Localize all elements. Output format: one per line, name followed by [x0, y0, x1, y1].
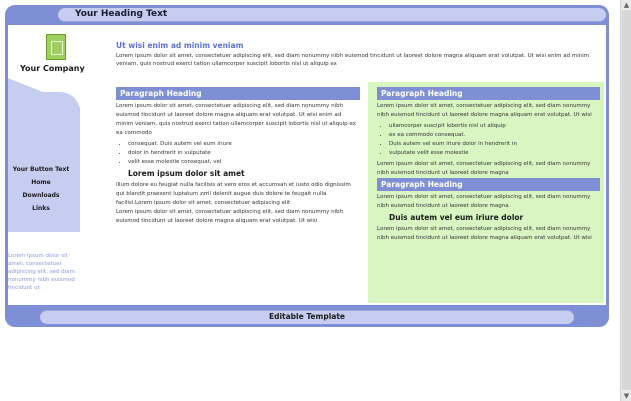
page-heading: Your Heading Text	[75, 9, 168, 19]
left-subheading: Lorem ipsum dolor sit amet	[128, 169, 245, 178]
sidebar-nav	[10, 166, 72, 218]
right-subheading: Duis autem vel eum iriure dolor	[389, 213, 524, 222]
right-paragraph-heading-1: Paragraph Heading	[377, 87, 600, 100]
right-paragraph-heading-2: Paragraph Heading	[377, 178, 600, 191]
list-item: • vulputate velit esse molestie	[389, 149, 600, 158]
left-bullet-list	[116, 140, 360, 167]
right-paragraph-4: Lorem ipsum dolor sit amet, consectetuer adipiscing elit, sed diam nonummy nibh euismod tincidunt ut laoreet dolore magna aliquam erat volutpat. Ut wisi	[377, 226, 592, 241]
scroll-thumb[interactable]	[622, 10, 631, 390]
intro-text: Lorem ipsum dolor sit amet, consectetuer adipiscing elit, sed diam nonummy nibh euismod tincidunt ut laoreet dolore magna aliquam erat volutpat. Ut wisi enim ad minim veniam, quis nostrud exerci tation ullamcorper suscipit lobortis nisl ut aliquip ex	[116, 53, 590, 67]
scroll-down-icon[interactable]: ▼	[623, 392, 630, 400]
scroll-up-icon[interactable]: ▲	[623, 1, 630, 9]
list-item: • ex ea commodo consequat.	[389, 131, 600, 140]
right-paragraph-2: Lorem ipsum dolor sit amet, consectetuer adipiscing elit, sed diam nonummy nibh euismod tincidunt ut laoreet dolore magna	[377, 161, 591, 176]
footer-text: Editable Template	[268, 312, 346, 321]
grid-logo-icon	[46, 34, 66, 60]
list-item: • Duis autem vel eum iriure dolor in hendrerit in	[389, 140, 600, 149]
company-name: Your Company	[20, 64, 85, 73]
left-paragraph-1: Lorem ipsum dolor sit amet, consectetuer adipiscing elit, sed diam nonummy nibh euismod tincidunt ut laoreet dolore magna aliquam erat volutpat. Ut wisi enim ad minim veniam, quis nostrud exerci tation ullamcorper suscipit lobortis nisl ut aliquip ex ea commodo	[116, 103, 356, 136]
right-column	[377, 87, 600, 243]
left-paragraph-3: Lorem ipsum dolor sit amet, consectetuer adipiscing elit, sed diam nonummy nibh euismod tincidunt ut laoreet dolore magna aliquam erat volutpat. Ut wisi	[116, 209, 344, 224]
right-bullet-list	[377, 122, 600, 158]
list-item: • ullamcorper suscipit lobortis nisl ut aliquip	[389, 122, 600, 131]
intro-title: Ut wisi enim ad minim veniam	[116, 41, 244, 50]
footer-bar	[40, 310, 574, 324]
left-paragraph-2: illum dolore eu feugiat nulla facilisis at vero eros et accumsan et iusto odio dignissim qui blandit praesent luptatum zzril delenit augue duis dolore te feugait nulla facilisi.Lorem ipsum dolor sit amet, consectetuer adipiscing elit	[116, 182, 351, 206]
nav-downloads[interactable]: Downloads	[22, 192, 60, 199]
right-paragraph-3: Lorem ipsum dolor sit amet, consectetuer adipiscing elit, sed diam nonummy nibh euismod tincidunt ut laoreet dolore magna	[377, 194, 591, 209]
right-paragraph-1: Lorem ipsum dolor sit amet, consectetuer adipiscing elit, sed diam nonummy nibh euismod tincidunt ut laoreet dolore magna aliquam erat volutpat. Ut wisi	[377, 103, 592, 118]
left-paragraph-heading: Paragraph Heading	[116, 87, 360, 100]
sidebar-text: Lorem ipsum dolor sit amet, consectetuer adipiscing elit, sed diam nonummy nibh euismod tincidunt ut	[8, 253, 75, 291]
left-column	[116, 87, 360, 226]
nav-home[interactable]: Home	[31, 179, 51, 186]
list-item: • consequat. Duis autem vel eum iriure	[128, 140, 360, 149]
list-item: • velit esse molestie consequat, vel	[128, 158, 360, 167]
nav-button-text[interactable]: Your Button Text	[12, 166, 70, 173]
vertical-scrollbar[interactable]	[620, 0, 631, 401]
nav-links[interactable]: Links	[32, 205, 50, 212]
list-item: • dolor in hendrerit in vulputate	[128, 149, 360, 158]
